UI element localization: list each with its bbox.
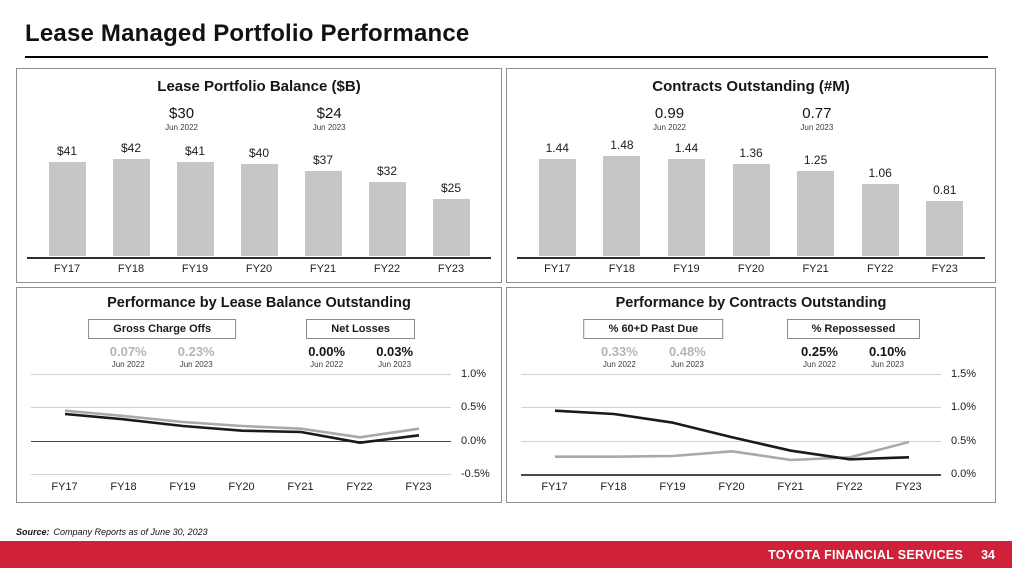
bar <box>668 159 705 256</box>
callout <box>785 344 853 369</box>
chart-title: Performance by Lease Balance Outstanding <box>107 295 411 311</box>
bar <box>797 171 834 256</box>
callout-date: Jun 2023 <box>312 123 346 132</box>
x-axis-label: FY19 <box>169 481 196 493</box>
source-label: Source: <box>16 527 50 537</box>
bar-area <box>35 69 483 256</box>
x-axis-label: FY20 <box>737 263 765 275</box>
chart-title: Contracts Outstanding (#M) <box>652 78 850 95</box>
callout-value: 0.99 <box>654 105 685 122</box>
bar-value-label: 1.44 <box>545 140 569 155</box>
y-axis-label: 0.0% <box>951 468 977 480</box>
callout-value: $24 <box>316 105 342 122</box>
legend-item-60-d-past-due <box>584 319 724 369</box>
source-note <box>16 527 208 537</box>
slide-title: Lease Managed Portfolio Performance <box>25 20 470 47</box>
callout-value: 0.10% <box>869 344 906 359</box>
y-axis-label: 0.5% <box>461 401 487 414</box>
callout-value: 0.23% <box>177 344 215 359</box>
bar-column-fy22 <box>355 164 419 256</box>
bar-column-fy17 <box>35 144 99 256</box>
bar-value-label: $25 <box>440 180 462 195</box>
callout-date: Jun 2022 <box>653 123 686 132</box>
bar <box>539 159 576 256</box>
legend-item-gross-charge-offs <box>88 319 236 369</box>
x-axis-label: FY18 <box>600 481 627 493</box>
callout-pair <box>785 344 921 369</box>
bar-column-fy20 <box>227 146 291 256</box>
callout-date: Jun 2023 <box>670 360 704 369</box>
callout-date: Jun 2023 <box>871 360 904 369</box>
bar-value-label: 1.06 <box>868 166 892 181</box>
x-axis-label: FY21 <box>309 263 337 275</box>
bar <box>433 199 470 257</box>
bar-column-fy20 <box>719 146 784 256</box>
y-axis-label: 1.0% <box>461 368 487 380</box>
bar <box>862 184 899 256</box>
callout-pair <box>88 344 236 369</box>
brand-footer-bar <box>0 541 1012 568</box>
x-axis-label: FY17 <box>53 263 81 275</box>
performance-by-contracts-chart <box>506 287 996 503</box>
bar <box>113 159 150 256</box>
x-axis-label: FY22 <box>373 263 401 275</box>
callout <box>853 344 921 369</box>
callout-value: 0.03% <box>376 344 414 359</box>
y-axis-label: 0.5% <box>951 434 977 447</box>
legend-box: % Repossessed <box>787 319 921 339</box>
legend-item-net-losses <box>293 319 429 369</box>
callout-date: Jun 2022 <box>602 360 636 369</box>
bar-column-fy19 <box>654 141 719 256</box>
callout-value: 0.07% <box>109 344 147 359</box>
x-axis-label: FY23 <box>895 481 922 493</box>
callout-value: 0.77 <box>802 105 832 122</box>
legend-box: % 60+D Past Due <box>584 319 724 339</box>
bar-column-fy18 <box>99 141 163 256</box>
performance-by-lease-balance-chart <box>16 287 502 503</box>
x-axis-label: FY21 <box>802 263 829 275</box>
lease-portfolio-balance-chart <box>16 68 502 283</box>
x-axis-label: FY23 <box>405 481 432 493</box>
callout-date: Jun 2022 <box>165 123 199 132</box>
x-axis-label: FY18 <box>608 263 636 275</box>
bar <box>926 201 963 256</box>
bar <box>49 162 86 256</box>
callout-value: 0.25% <box>801 344 838 359</box>
bar-value-label: 0.81 <box>933 183 957 198</box>
callout <box>162 344 230 369</box>
x-axis-label: FY22 <box>867 263 894 275</box>
bar-value-label: $40 <box>248 146 270 160</box>
bar <box>733 164 770 256</box>
chart-title: Lease Portfolio Balance ($B) <box>157 78 361 95</box>
x-axis-label: FY19 <box>673 263 700 275</box>
callout-pair <box>584 344 724 369</box>
bar-column-fy23 <box>419 181 483 257</box>
x-axis-label: FY21 <box>777 481 804 493</box>
bar-column-fy22 <box>848 166 913 256</box>
bar-column-fy18 <box>590 138 655 256</box>
bar-area <box>525 69 977 256</box>
x-axis-label: FY19 <box>659 481 686 493</box>
legend-box: Net Losses <box>306 319 415 339</box>
bar-value-label: 1.25 <box>803 153 828 168</box>
chart-title: Performance by Contracts Outstanding <box>615 295 887 311</box>
callout <box>653 344 721 369</box>
bar-value-label: $41 <box>56 143 78 158</box>
callout-date: Jun 2022 <box>310 360 344 369</box>
bar-column-fy23 <box>912 183 977 256</box>
x-axis-label: FY20 <box>245 263 273 275</box>
callout-value: 0.33% <box>600 344 638 359</box>
x-axis-labels <box>525 481 938 493</box>
gross-charge-offs-line <box>65 411 419 438</box>
x-axis-label: FY18 <box>110 481 137 493</box>
legend-box: Gross Charge Offs <box>88 319 236 339</box>
x-axis-label: FY20 <box>718 481 745 493</box>
bar <box>241 164 278 256</box>
bar-value-label: 1.36 <box>739 146 763 160</box>
title-divider <box>25 56 988 58</box>
x-axis-label: FY17 <box>541 481 568 493</box>
bar <box>603 156 640 256</box>
line-plot <box>521 374 941 476</box>
bar-value-label: $37 <box>312 152 334 167</box>
x-axis-label: FY22 <box>346 481 373 493</box>
callout <box>585 344 653 369</box>
bar-column-fy17 <box>525 141 590 256</box>
x-axis-labels <box>525 263 977 275</box>
x-axis-labels <box>35 263 483 275</box>
bar-column-fy21 <box>291 153 355 256</box>
60-d-past-due-line <box>555 442 909 460</box>
callout-date: Jun 2022 <box>803 360 836 369</box>
x-axis-label: FY21 <box>287 481 314 493</box>
bar-value-label: $32 <box>376 164 398 179</box>
x-axis-label: FY23 <box>437 263 465 275</box>
y-axis-label: 1.0% <box>951 401 977 414</box>
x-axis-label: FY22 <box>836 481 863 493</box>
callout-date: Jun 2022 <box>111 360 145 369</box>
x-axis-labels <box>35 481 448 493</box>
callout-value: $30 <box>169 105 195 122</box>
callout-date: Jun 2023 <box>800 123 834 132</box>
x-axis-label: FY17 <box>544 263 571 275</box>
callout-value: 0.00% <box>308 344 346 359</box>
x-axis-label: FY18 <box>117 263 145 275</box>
bar-value-label: 1.44 <box>674 140 699 155</box>
bar-column-fy19 <box>163 144 227 256</box>
x-axis-line <box>517 257 985 259</box>
brand-wordmark: TOYOTA FINANCIAL SERVICES <box>768 547 964 562</box>
contracts-outstanding-chart <box>506 68 996 283</box>
bar-value-label: $42 <box>120 141 142 156</box>
bar-value-label: $41 <box>184 143 206 158</box>
bar <box>177 162 214 256</box>
callout-date: Jun 2023 <box>179 360 213 369</box>
y-axis-label: -0.5% <box>461 468 490 480</box>
callout <box>293 344 361 369</box>
bar <box>305 171 342 256</box>
source-text: Company Reports as of June 30, 2023 <box>53 527 208 537</box>
y-axis-label: 1.5% <box>951 368 977 380</box>
y-axis-label: 0.0% <box>461 434 487 447</box>
callout-pair <box>293 344 429 369</box>
bar-value-label: 1.48 <box>610 137 634 152</box>
bar <box>369 182 406 256</box>
x-axis-label: FY17 <box>51 481 78 493</box>
callout <box>94 344 162 369</box>
legend-item-repossessed <box>785 319 921 369</box>
callout <box>361 344 429 369</box>
callout-value: 0.48% <box>668 344 706 359</box>
x-axis-line <box>27 257 491 259</box>
callout-date: Jun 2023 <box>378 360 412 369</box>
page-number: 34 <box>981 547 995 562</box>
x-axis-label: FY20 <box>228 481 255 493</box>
x-axis-label: FY19 <box>181 263 209 275</box>
line-plot <box>31 374 451 476</box>
net-losses-line <box>65 414 419 443</box>
bar-column-fy21 <box>783 153 848 256</box>
x-axis-label: FY23 <box>931 263 958 275</box>
